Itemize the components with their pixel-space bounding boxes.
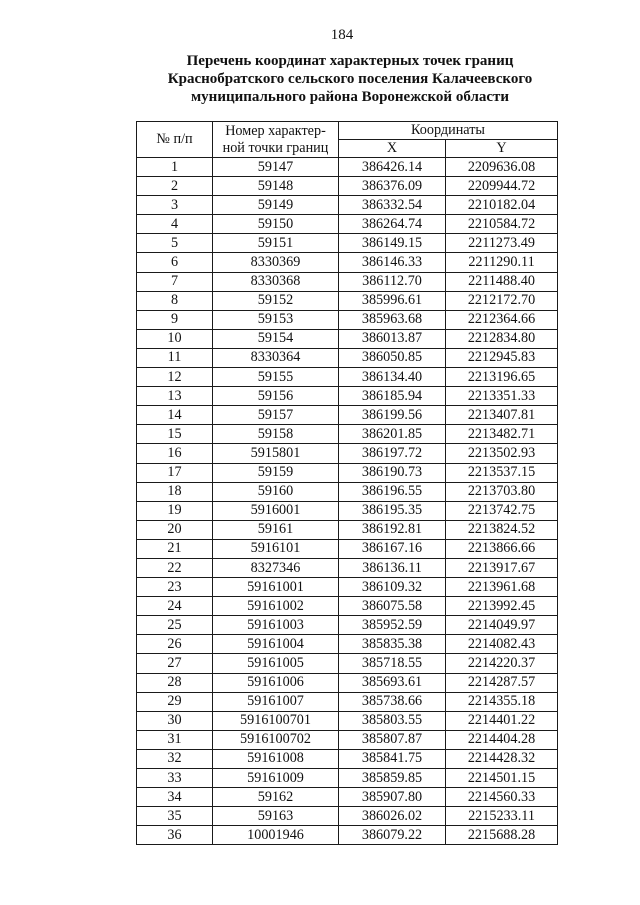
cell-x: 385835.38 — [339, 635, 446, 654]
table-row — [137, 234, 558, 253]
cell-point-number: 8330364 — [213, 348, 339, 367]
cell-y: 2214560.33 — [446, 788, 558, 807]
cell-y: 2213703.80 — [446, 482, 558, 501]
cell-row-number: 15 — [137, 425, 213, 444]
cell-row-number: 7 — [137, 272, 213, 291]
table-row — [137, 482, 558, 501]
cell-point-number: 59161007 — [213, 692, 339, 711]
cell-row-number: 34 — [137, 788, 213, 807]
cell-row-number: 1 — [137, 158, 213, 177]
table-row — [137, 749, 558, 768]
header-x: X — [339, 140, 446, 158]
cell-point-number: 59149 — [213, 196, 339, 215]
cell-y: 2214082.43 — [446, 635, 558, 654]
table-row — [137, 558, 558, 577]
cell-y: 2213917.67 — [446, 558, 558, 577]
cell-point-number: 5915801 — [213, 444, 339, 463]
cell-y: 2214220.37 — [446, 654, 558, 673]
cell-row-number: 18 — [137, 482, 213, 501]
table-body — [137, 158, 558, 845]
header-y: Y — [446, 140, 558, 158]
cell-x: 385718.55 — [339, 654, 446, 673]
cell-row-number: 16 — [137, 444, 213, 463]
cell-x: 386149.15 — [339, 234, 446, 253]
cell-x: 386146.33 — [339, 253, 446, 272]
cell-y: 2213502.93 — [446, 444, 558, 463]
cell-point-number: 59159 — [213, 463, 339, 482]
cell-row-number: 19 — [137, 501, 213, 520]
header-point-line-1: Номер характер- — [225, 122, 326, 139]
table-row — [137, 730, 558, 749]
table-row — [137, 177, 558, 196]
coordinates-table — [136, 121, 558, 845]
cell-x: 386050.85 — [339, 348, 446, 367]
cell-x: 386136.11 — [339, 558, 446, 577]
cell-row-number: 36 — [137, 826, 213, 845]
cell-y: 2212364.66 — [446, 310, 558, 329]
title-line-3: муниципального района Воронежской области — [190, 89, 510, 105]
cell-x: 386013.87 — [339, 329, 446, 348]
cell-y: 2214401.22 — [446, 711, 558, 730]
cell-x: 386190.73 — [339, 463, 446, 482]
cell-x: 386112.70 — [339, 272, 446, 291]
cell-y: 2214428.32 — [446, 749, 558, 768]
cell-point-number: 8330368 — [213, 272, 339, 291]
cell-point-number: 59163 — [213, 807, 339, 826]
cell-point-number: 59150 — [213, 215, 339, 234]
cell-y: 2210584.72 — [446, 215, 558, 234]
table-row — [137, 291, 558, 310]
table-row — [137, 387, 558, 406]
cell-row-number: 21 — [137, 539, 213, 558]
document-title — [140, 52, 560, 106]
cell-point-number: 8327346 — [213, 558, 339, 577]
cell-point-number: 5916001 — [213, 501, 339, 520]
title-line-1: Перечень координат характерных точек границ — [186, 53, 514, 69]
header-row-number: № п/п — [137, 122, 213, 158]
cell-y: 2210182.04 — [446, 196, 558, 215]
cell-row-number: 29 — [137, 692, 213, 711]
cell-point-number: 59161006 — [213, 673, 339, 692]
table-row — [137, 310, 558, 329]
cell-row-number: 2 — [137, 177, 213, 196]
cell-row-number: 32 — [137, 749, 213, 768]
cell-x: 385996.61 — [339, 291, 446, 310]
page-number: 184 — [330, 27, 354, 43]
table-row — [137, 788, 558, 807]
cell-x: 386195.35 — [339, 501, 446, 520]
table-row — [137, 673, 558, 692]
cell-row-number: 17 — [137, 463, 213, 482]
cell-row-number: 8 — [137, 291, 213, 310]
cell-x: 386109.32 — [339, 578, 446, 597]
cell-row-number: 14 — [137, 406, 213, 425]
cell-y: 2213351.33 — [446, 387, 558, 406]
table-row — [137, 654, 558, 673]
cell-x: 385841.75 — [339, 749, 446, 768]
cell-point-number: 5916101 — [213, 539, 339, 558]
cell-point-number: 59161002 — [213, 597, 339, 616]
cell-x: 386264.74 — [339, 215, 446, 234]
cell-x: 386201.85 — [339, 425, 446, 444]
cell-y: 2213482.71 — [446, 425, 558, 444]
cell-point-number: 59160 — [213, 482, 339, 501]
cell-x: 386332.54 — [339, 196, 446, 215]
cell-point-number: 59152 — [213, 291, 339, 310]
cell-y: 2212945.83 — [446, 348, 558, 367]
cell-point-number: 59147 — [213, 158, 339, 177]
cell-row-number: 12 — [137, 368, 213, 387]
cell-point-number: 8330369 — [213, 253, 339, 272]
table-row — [137, 272, 558, 291]
cell-point-number: 59161008 — [213, 749, 339, 768]
cell-row-number: 27 — [137, 654, 213, 673]
cell-y: 2213742.75 — [446, 501, 558, 520]
table-row — [137, 348, 558, 367]
table-header — [137, 122, 558, 158]
cell-y: 2213537.15 — [446, 463, 558, 482]
cell-row-number: 11 — [137, 348, 213, 367]
cell-x: 386075.58 — [339, 597, 446, 616]
cell-point-number: 59161003 — [213, 616, 339, 635]
table-row — [137, 329, 558, 348]
table-row — [137, 158, 558, 177]
header-coordinates: Координаты — [339, 122, 558, 140]
table-row — [137, 769, 558, 788]
cell-point-number: 59151 — [213, 234, 339, 253]
cell-x: 385952.59 — [339, 616, 446, 635]
cell-y: 2209636.08 — [446, 158, 558, 177]
cell-x: 385803.55 — [339, 711, 446, 730]
cell-x: 386134.40 — [339, 368, 446, 387]
cell-y: 2211488.40 — [446, 272, 558, 291]
cell-x: 385807.87 — [339, 730, 446, 749]
cell-row-number: 31 — [137, 730, 213, 749]
cell-y: 2209944.72 — [446, 177, 558, 196]
cell-y: 2215688.28 — [446, 826, 558, 845]
table-row — [137, 539, 558, 558]
cell-point-number: 59148 — [213, 177, 339, 196]
cell-point-number: 59161004 — [213, 635, 339, 654]
cell-x: 385693.61 — [339, 673, 446, 692]
cell-x: 386192.81 — [339, 520, 446, 539]
cell-point-number: 59162 — [213, 788, 339, 807]
cell-row-number: 4 — [137, 215, 213, 234]
table-row — [137, 196, 558, 215]
cell-row-number: 20 — [137, 520, 213, 539]
table-row — [137, 406, 558, 425]
cell-point-number: 59157 — [213, 406, 339, 425]
cell-x: 386167.16 — [339, 539, 446, 558]
table-row — [137, 711, 558, 730]
cell-x: 386197.72 — [339, 444, 446, 463]
cell-row-number: 23 — [137, 578, 213, 597]
cell-point-number: 59161001 — [213, 578, 339, 597]
cell-row-number: 24 — [137, 597, 213, 616]
cell-row-number: 33 — [137, 769, 213, 788]
cell-y: 2213824.52 — [446, 520, 558, 539]
cell-x: 386199.56 — [339, 406, 446, 425]
table-row — [137, 368, 558, 387]
cell-row-number: 28 — [137, 673, 213, 692]
cell-y: 2214404.28 — [446, 730, 558, 749]
cell-row-number: 35 — [137, 807, 213, 826]
header-point-number — [213, 122, 339, 158]
table-row — [137, 692, 558, 711]
cell-y: 2214355.18 — [446, 692, 558, 711]
table-row — [137, 616, 558, 635]
table-row — [137, 520, 558, 539]
cell-y: 2215233.11 — [446, 807, 558, 826]
cell-row-number: 22 — [137, 558, 213, 577]
cell-y: 2212834.80 — [446, 329, 558, 348]
table-row — [137, 501, 558, 520]
table-row — [137, 463, 558, 482]
cell-row-number: 25 — [137, 616, 213, 635]
cell-y: 2212172.70 — [446, 291, 558, 310]
table-row — [137, 215, 558, 234]
cell-x: 385907.80 — [339, 788, 446, 807]
cell-y: 2213407.81 — [446, 406, 558, 425]
title-line-2: Краснобратского сельского поселения Калачеевского — [167, 71, 533, 87]
table-row — [137, 578, 558, 597]
cell-point-number: 59161 — [213, 520, 339, 539]
cell-point-number: 59156 — [213, 387, 339, 406]
cell-y: 2213196.65 — [446, 368, 558, 387]
cell-x: 386376.09 — [339, 177, 446, 196]
cell-x: 386196.55 — [339, 482, 446, 501]
cell-x: 386079.22 — [339, 826, 446, 845]
cell-row-number: 9 — [137, 310, 213, 329]
cell-point-number: 10001946 — [213, 826, 339, 845]
cell-x: 385859.85 — [339, 769, 446, 788]
cell-point-number: 59158 — [213, 425, 339, 444]
table-row — [137, 635, 558, 654]
table-row — [137, 425, 558, 444]
cell-x: 386426.14 — [339, 158, 446, 177]
table-row — [137, 807, 558, 826]
cell-row-number: 3 — [137, 196, 213, 215]
cell-row-number: 13 — [137, 387, 213, 406]
cell-y: 2213961.68 — [446, 578, 558, 597]
cell-x: 386026.02 — [339, 807, 446, 826]
table-row — [137, 444, 558, 463]
cell-x: 386185.94 — [339, 387, 446, 406]
cell-point-number: 59161005 — [213, 654, 339, 673]
cell-y: 2213992.45 — [446, 597, 558, 616]
cell-y: 2214287.57 — [446, 673, 558, 692]
cell-point-number: 5916100702 — [213, 730, 339, 749]
table-row — [137, 597, 558, 616]
cell-x: 385738.66 — [339, 692, 446, 711]
cell-y: 2214501.15 — [446, 769, 558, 788]
cell-row-number: 6 — [137, 253, 213, 272]
cell-point-number: 59161009 — [213, 769, 339, 788]
cell-row-number: 26 — [137, 635, 213, 654]
cell-point-number: 5916100701 — [213, 711, 339, 730]
cell-row-number: 10 — [137, 329, 213, 348]
cell-row-number: 30 — [137, 711, 213, 730]
cell-y: 2211290.11 — [446, 253, 558, 272]
cell-point-number: 59154 — [213, 329, 339, 348]
cell-row-number: 5 — [137, 234, 213, 253]
cell-y: 2211273.49 — [446, 234, 558, 253]
table-row — [137, 826, 558, 845]
cell-x: 385963.68 — [339, 310, 446, 329]
cell-point-number: 59153 — [213, 310, 339, 329]
cell-y: 2214049.97 — [446, 616, 558, 635]
header-point-line-2: ной точки границ — [222, 139, 329, 156]
cell-y: 2213866.66 — [446, 539, 558, 558]
table-row — [137, 253, 558, 272]
cell-point-number: 59155 — [213, 368, 339, 387]
